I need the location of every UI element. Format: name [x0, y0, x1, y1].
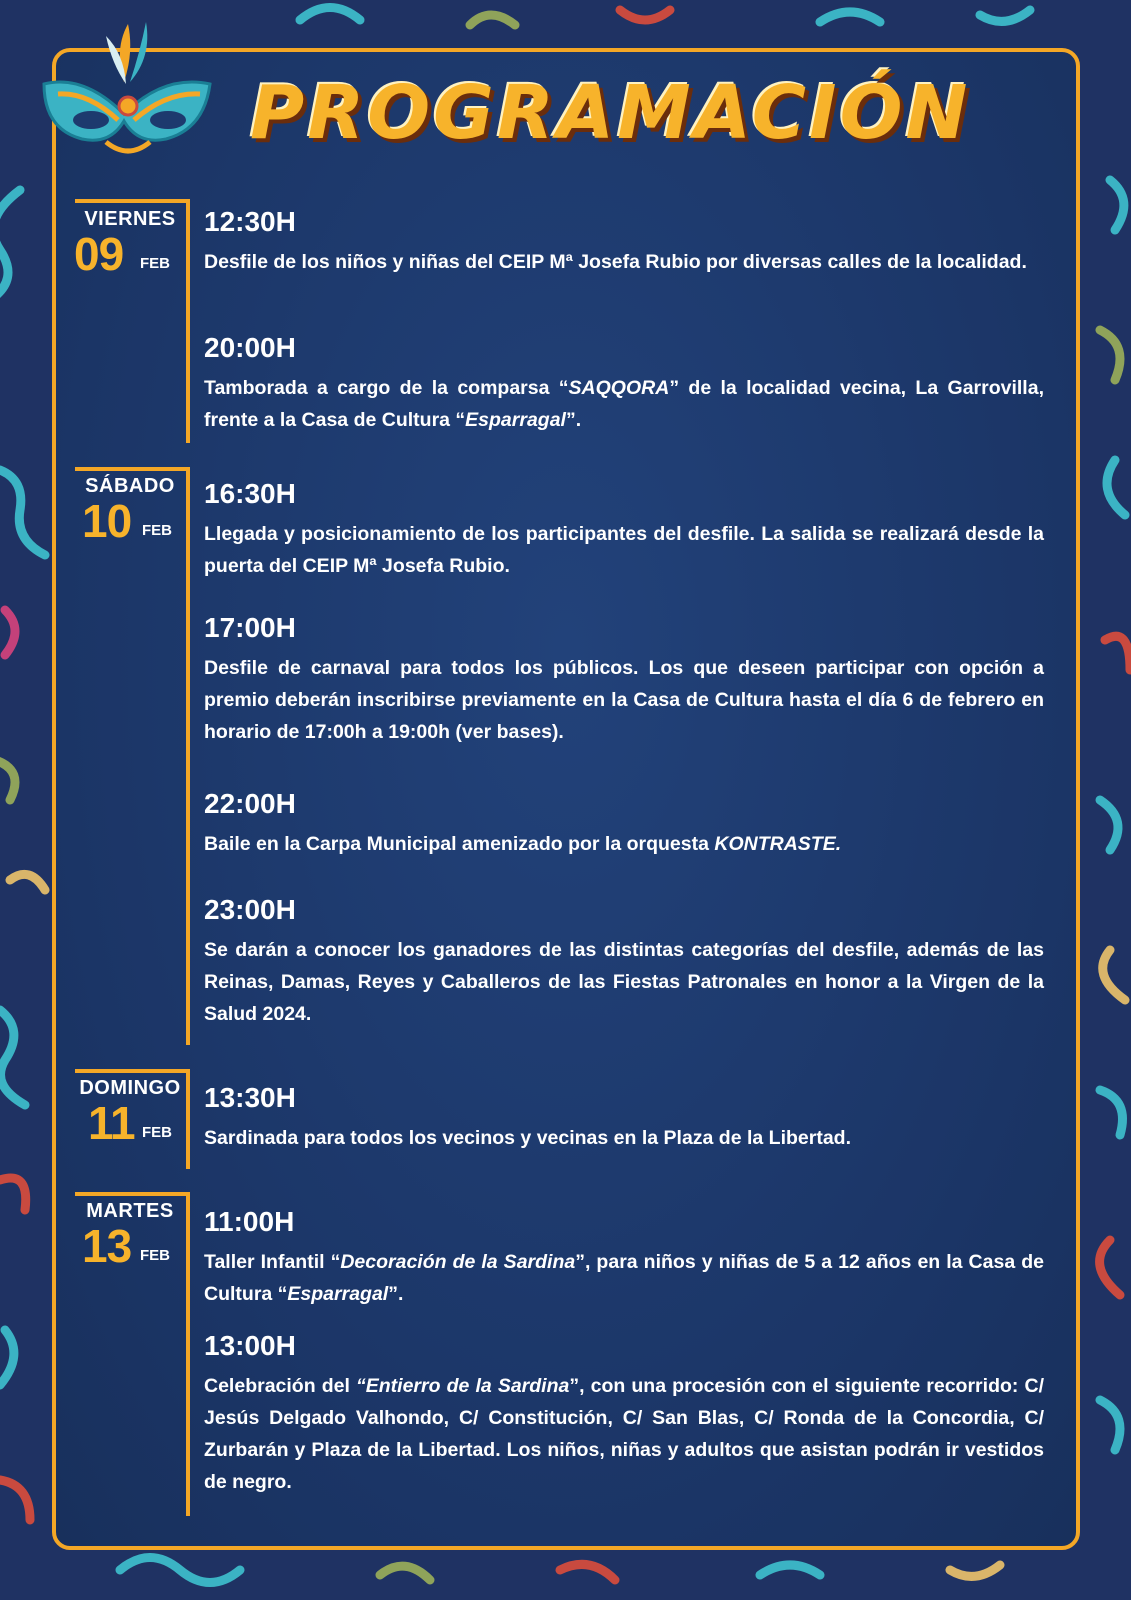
day-bracket	[75, 467, 190, 1045]
event-11-00	[204, 1206, 1044, 1310]
day-name: SÁBADO	[85, 475, 175, 497]
event-12-30	[204, 206, 1044, 278]
event-time: 11:00H	[204, 1206, 295, 1237]
event-17-00	[204, 612, 1044, 748]
day-number: 11	[88, 1097, 135, 1149]
day-name: MARTES	[86, 1200, 174, 1222]
carnival-mask-icon	[36, 14, 222, 164]
day-bracket	[75, 1069, 190, 1169]
event-22-00	[204, 788, 1044, 860]
event-time: 22:00H	[204, 788, 296, 819]
event-description: Se darán a conocer los ganadores de las distintas categorías del desfile, además de las Reinas, Damas, Reyes y Caballeros de las Fiestas Patronales en honor a la Virgen de la Salud 2024.	[204, 939, 1044, 1025]
page-title: PROGRAMACIÓN	[250, 70, 971, 156]
event-description: Tamborada a cargo de la comparsa “SAQQORA” de la localidad vecina, La Garrovilla, frente a la Casa de Cultura “Esparragal”.	[204, 377, 1044, 431]
event-time: 17:00H	[204, 612, 296, 643]
day-bracket	[75, 1192, 190, 1516]
day-name: DOMINGO	[79, 1077, 181, 1099]
event-description: Celebración del “Entierro de la Sardina”, con una procesión con el siguiente recorrido: C/ Jesús Delgado Valhondo, C/ Constitución, C/ San Blas, C/ Ronda de la Concordia, C/ Zurbarán y Plaza de la Libertad. Los niños, niñas y adultos que asistan podrán ir vestidos de negro.	[204, 1375, 1044, 1493]
event-description: Taller Infantil “Decoración de la Sardina”, para niños y niñas de 5 a 12 años en la Casa de Cultura “Esparragal”.	[204, 1251, 1044, 1305]
day-month: FEB	[140, 1247, 170, 1264]
day-bracket	[75, 199, 190, 443]
day-number: 10	[82, 495, 132, 547]
event-time: 13:30H	[204, 1082, 296, 1113]
event-20-00	[204, 332, 1044, 436]
event-13-30	[204, 1082, 1044, 1154]
event-description: Sardinada para todos los vecinos y vecinas en la Plaza de la Libertad.	[204, 1127, 851, 1149]
day-month: FEB	[140, 255, 170, 272]
event-13-00	[204, 1330, 1044, 1498]
event-description: Llegada y posicionamiento de los participantes del desfile. La salida se realizará desde la puerta del CEIP Mª Josefa Rubio.	[204, 523, 1044, 577]
event-time: 12:30H	[204, 206, 296, 237]
event-23-00	[204, 894, 1044, 1030]
day-number: 09	[74, 228, 124, 280]
day-month: FEB	[142, 522, 172, 539]
day-number: 13	[82, 1220, 132, 1272]
event-description: Desfile de carnaval para todos los públicos. Los que deseen participar con opción a premio deberán inscribirse previamente en la Casa de Cultura hasta el día 6 de febrero en horario de 17:00h a 19:00h (ver bases).	[204, 657, 1044, 743]
event-description: Desfile de los niños y niñas del CEIP Mª Josefa Rubio por diversas calles de la localidad.	[204, 251, 1027, 273]
event-description: Baile en la Carpa Municipal amenizado por la orquesta KONTRASTE.	[204, 833, 842, 855]
day-name: VIERNES	[84, 208, 176, 230]
event-time: 13:00H	[204, 1330, 296, 1361]
event-time: 23:00H	[204, 894, 296, 925]
event-16-30	[204, 478, 1044, 582]
event-time: 16:30H	[204, 478, 296, 509]
event-time: 20:00H	[204, 332, 296, 363]
day-month: FEB	[142, 1124, 172, 1141]
